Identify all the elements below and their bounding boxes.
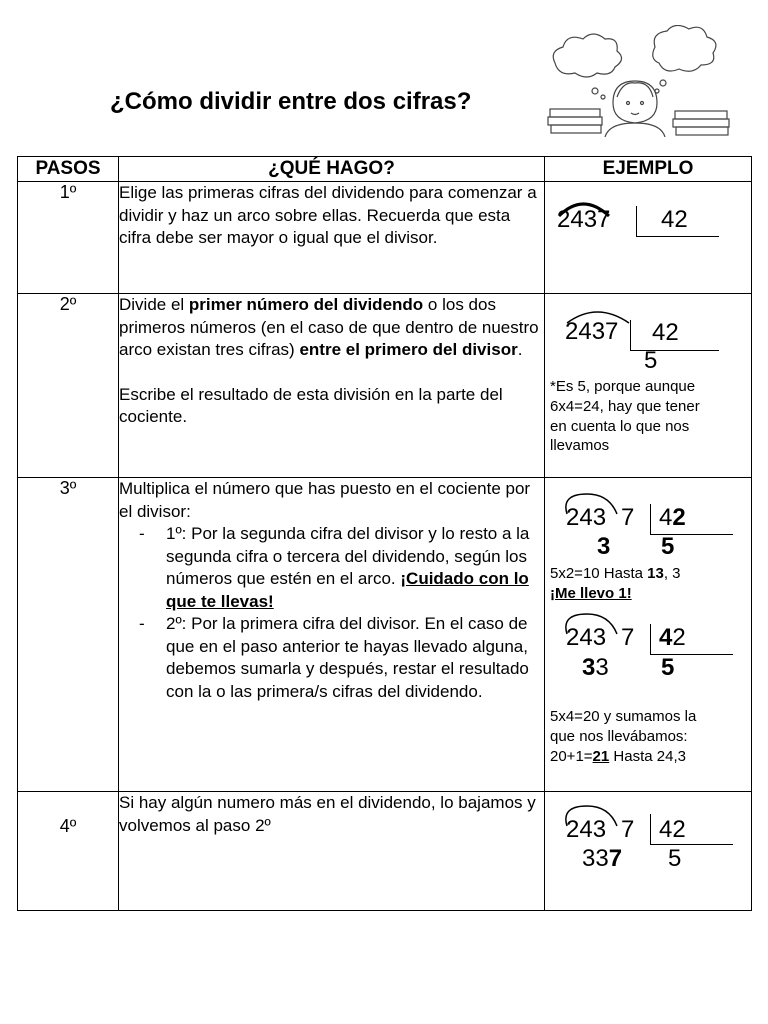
thinking-girl-with-books-icon: [545, 25, 735, 137]
divisor: 42: [661, 206, 688, 233]
remainder: 3: [597, 533, 611, 560]
quotient: 5: [661, 654, 675, 681]
table-row: [18, 294, 752, 478]
divisor: 42: [652, 319, 679, 346]
remainder-digit: 3: [595, 654, 609, 681]
steps-table: [17, 156, 752, 911]
remainder: [582, 654, 609, 682]
example-note: *Es 5, porque aunque: [550, 378, 696, 395]
text-bold: 13: [647, 565, 664, 582]
divisor: [659, 624, 686, 652]
quotient: 5: [668, 845, 682, 872]
warning-text: ¡Cuidado con lo que te llevas!: [166, 569, 529, 611]
divisor-digit-highlight: 2: [672, 504, 686, 531]
bring-down-digit: 7: [608, 845, 623, 872]
step-number: 1º: [18, 182, 119, 294]
step-number: 4º: [18, 792, 119, 911]
page-title: ¿Cómo dividir entre dos cifras?: [110, 88, 472, 115]
step-instructions: Si hay algún numero más en el dividendo, lo bajamos y volvemos al paso 2º: [119, 792, 545, 911]
table-row: [18, 792, 752, 911]
remainder-digit-highlight: 3: [582, 654, 596, 681]
text-run: .: [517, 340, 523, 359]
list-item: [139, 523, 544, 613]
step-example: [545, 792, 752, 911]
example-note: [550, 747, 686, 767]
text-run: , 3: [663, 565, 681, 582]
example-note: 5x4=20 y sumamos la: [550, 708, 697, 725]
step-instructions: Elige las primeras cifras del dividendo para comenzar a dividir y haz un arco sobre ellas. Recuerda que esta cifra debe ser mayor o igual que el divisor.: [119, 182, 545, 294]
dividend: 2437: [557, 206, 611, 233]
text-paragraph: Escribe el resultado de esta división en la parte del cociente.: [119, 384, 503, 426]
step-example: [545, 478, 752, 792]
dividend-digit: 7: [621, 624, 635, 651]
example-note: en cuenta lo que nos: [550, 418, 690, 435]
bullet-list: [119, 523, 544, 703]
dividend-part: 243: [566, 504, 607, 531]
divisor-digit-highlight: 4: [659, 624, 673, 651]
text-bold: 21: [592, 748, 610, 765]
step-example: [545, 294, 752, 478]
dividend-digit: 7: [621, 816, 635, 843]
example-note: [550, 584, 632, 604]
divisor: 42: [659, 816, 686, 843]
text-paragraph: Multiplica el número que has puesto en el cociente por el divisor:: [119, 479, 531, 521]
text-run: Divide el: [119, 295, 189, 314]
remainder-digits: 33: [582, 845, 609, 872]
table-header-row: [18, 157, 752, 182]
dividend-part: 243: [566, 624, 607, 651]
example-note: 6x4=24, hay que tener: [550, 398, 700, 415]
quotient: 5: [644, 347, 658, 374]
dividend: 2437: [565, 318, 619, 345]
list-item: [139, 613, 544, 703]
text-run: 2º: Por la primera cifra del divisor. En el caso de que en el paso anterior te hayas llevado alguna, debemos sumarla y después, restar el resultado con la o las primera/s cifras del dividendo.: [166, 614, 529, 701]
header-que-hago: ¿QUÉ HAGO?: [119, 157, 545, 182]
text-run: 5x2=10 Hasta: [550, 565, 648, 582]
header-pasos: PASOS: [18, 157, 119, 182]
text-run: o los dos primeros números (en el caso de que dentro de nuestro arco existan tres cifras): [119, 295, 539, 359]
step-instructions: [119, 294, 545, 478]
quotient: 5: [661, 533, 675, 560]
step-instructions: [119, 478, 545, 792]
header-ejemplo: EJEMPLO: [545, 157, 752, 182]
dividend-part: 243: [566, 816, 607, 843]
example-note: llevamos: [550, 437, 610, 454]
step-example: [545, 182, 752, 294]
divisor-digit: 4: [659, 504, 673, 531]
text-run: 20+1=: [550, 748, 593, 765]
example-note: que nos llevábamos:: [550, 728, 688, 745]
text-bold: primer número del dividendo: [188, 295, 424, 314]
example-note: [550, 564, 681, 584]
step-number: 2º: [18, 294, 119, 478]
text-bold: ¡Me llevo 1!: [550, 585, 632, 602]
divisor: [659, 504, 686, 532]
divisor-digit: 2: [672, 624, 686, 651]
table-row: [18, 182, 752, 294]
text-run: Hasta 24,3: [609, 748, 686, 765]
text-run: 1º: Por la segunda cifra del divisor y lo resto a la segunda cifra o tercera del dividendo, según los números que estén en el arco.: [166, 524, 530, 588]
step-number: 3º: [18, 478, 119, 792]
table-row: [18, 478, 752, 792]
text-bold: entre el primero del divisor: [299, 340, 518, 359]
dividend-digit: 7: [621, 504, 635, 531]
remainder: [582, 845, 622, 873]
